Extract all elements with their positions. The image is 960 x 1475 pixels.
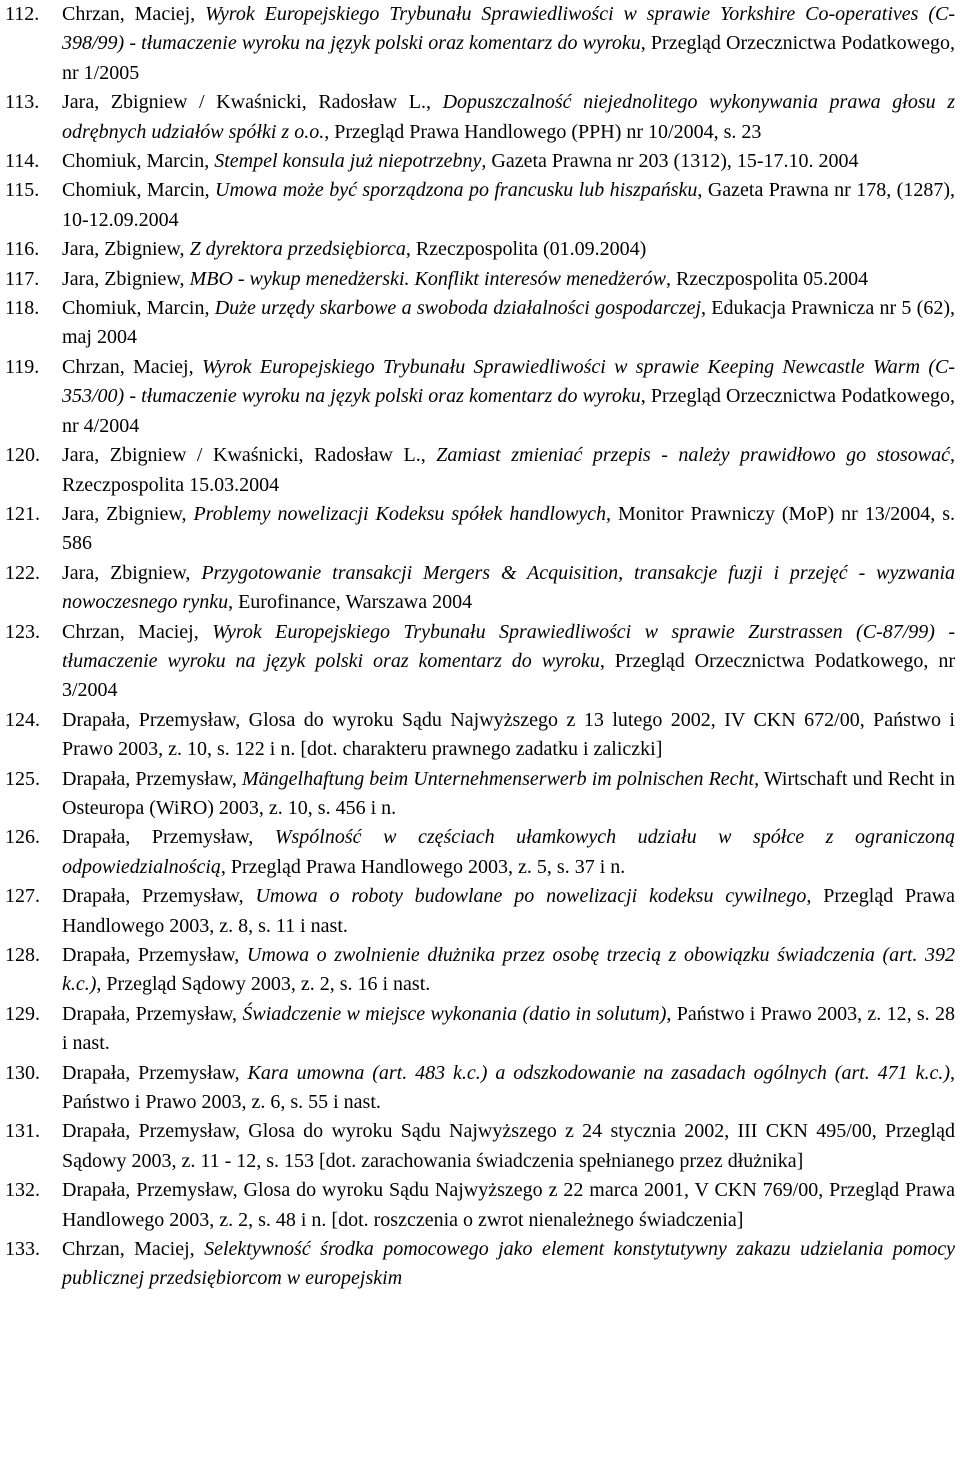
citation-title: Przygotowanie transakcji Mergers & Acquisition, transakcje fuzji i przejęć - wyzwania nowoczesnego rynku [62,561,955,614]
entry-number: 129. [5,1002,40,1025]
citation-title: Duże urzędy skarbowe a swoboda działalności gospodarczej [214,297,702,320]
citation-text: Chomiuk, Marcin, [62,150,215,173]
citation-text: Drapała, Przemysław, [62,826,275,849]
entry-number: 121. [5,502,40,525]
citation-text: , Państwo i Prawo 2003, z. 6, s. 55 i nast. [62,1061,955,1114]
entry-citation [62,500,955,559]
citation-title: Zamiast zmieniać przepis - należy prawidłowo go stosować [436,444,950,467]
citation-title: Stempel konsula już niepotrzebny [214,150,482,173]
citation-title: MBO - wykup menedżerski. Konflikt interesów menedżerów [189,267,666,290]
bibliography-entry [0,1059,955,1118]
citation-title: Świadczenie w miejsce wykonania (datio in solutum) [242,1002,667,1025]
citation-text: , Gazeta Prawna nr 178, (1287), 10-12.09.2004 [62,179,955,231]
citation-title: Umowa o zwolnienie dłużnika przez osobę trzecią z obowiązku świadczenia (art. 392 k.c.) [62,944,956,996]
citation-text: , Eurofinance, Warszawa 2004 [228,591,473,614]
citation-text: Drapała, Przemysław, [62,1002,243,1025]
citation-text: , Wirtschaft und Recht in Osteuropa (WiRO) 2003, z. 10, s. 456 i n. [62,767,956,819]
entry-number: 118. [5,297,40,320]
entry-number: 117. [5,267,40,290]
entry-citation [62,1176,955,1235]
citation-text: Drapała, Przemysław, Glosa do wyroku Sądu Najwyższego z 22 marca 2001, V CKN 769/00, Przegląd Prawa Handlowego 2003, z. 2, s. 48 i n. [dot. roszczenia o zwrot nienależnego świadczenia] [62,1179,955,1231]
entry-citation [62,176,955,235]
citation-text: Jara, Zbigniew, [62,267,190,290]
citation-title: Wyrok Europejskiego Trybunału Sprawiedliwości w sprawie Keeping Newcastle Warm (C-353/00) - tłumaczenie wyroku na język polski oraz komentarz do wyroku [62,355,955,408]
citation-text: Chomiuk, Marcin, [62,179,216,202]
bibliography-entry [0,941,955,1000]
citation-text: , Rzeczpospolita 15.03.2004 [62,444,955,496]
citation-text: , Przegląd Prawa Handlowego (PPH) nr 10/2004, s. 23 [324,120,762,143]
bibliography-entry [0,559,955,618]
entry-citation [62,941,955,1000]
entry-citation [62,88,955,147]
entry-number: 131. [5,1120,40,1143]
entry-citation [62,823,955,882]
entry-citation [62,1059,955,1118]
entry-citation [62,0,955,88]
bibliography-entry [0,618,955,706]
citation-title: Umowa może być sporządzona po francusku lub hiszpańsku [215,179,698,202]
citation-text: Jara, Zbigniew, [62,238,190,261]
citation-text: , Rzeczpospolita 05.2004 [665,267,869,290]
entry-citation [62,706,955,765]
citation-text: Drapała, Przemysław, [62,1061,248,1084]
entry-number: 128. [5,944,40,966]
citation-text: Jara, Zbigniew / Kwaśnicki, Radosław L., [62,91,443,114]
citation-text: Chomiuk, Marcin, [62,297,215,320]
citation-title: Wyrok Europejskiego Trybunału Sprawiedliwości w sprawie Zurstrassen (C-87/99) - tłumaczenie wyroku na język polski oraz komentarz do wyroku [62,620,956,672]
entry-citation [62,765,955,824]
citation-title: Wspólność w częściach ułamkowych udziału w spółce z ograniczoną odpowiedzialnością [62,826,955,878]
citation-text: Jara, Zbigniew, [62,502,194,525]
citation-text: , Gazeta Prawna nr 203 (1312), 15-17.10. 2004 [481,150,859,173]
citation-text: , Edukacja Prawnicza nr 5 (62), maj 2004 [62,297,955,349]
citation-text: , Przegląd Prawa Handlowego 2003, z. 8, s. 11 i nast. [62,885,956,937]
entry-number: 127. [5,885,40,908]
bibliography-entry [0,500,955,559]
bibliography-entry [0,882,955,941]
bibliography-entry [0,706,955,765]
entry-citation [62,147,955,176]
bibliography-entry [0,1176,955,1235]
entry-number: 130. [5,1061,40,1084]
entry-number: 123. [5,620,40,643]
citation-text: Drapała, Przemysław, Glosa do wyroku Sądu Najwyższego z 13 lutego 2002, IV CKN 672/00, Państwo i Prawo 2003, z. 10, s. 122 i n. [dot. charakteru prawnego zadatku i zaliczki] [62,708,955,761]
entry-citation [62,882,955,941]
citation-text: , Przegląd Orzecznictwa Podatkowego, nr 4/2004 [62,385,955,437]
bibliography-entry [0,88,955,147]
entry-number: 126. [5,826,40,849]
citation-text: , Monitor Prawniczy (MoP) nr 13/2004, s. 586 [62,502,955,555]
entry-citation [62,265,955,294]
citation-title: Selektywność środka pomocowego jako element konstytutywny zakazu udzielania pomocy publicznej przedsiębiorcom w europejskim [62,1238,955,1290]
bibliography-entry [0,147,955,176]
citation-text: Chrzan, Maciej, [62,620,213,643]
bibliography-entry [0,823,955,882]
citation-text: , Państwo i Prawo 2003, z. 12, s. 28 i nast. [62,1002,955,1055]
bibliography-entry [0,235,955,264]
entry-number: 115. [5,179,40,202]
bibliography-entry [0,353,955,441]
entry-citation [62,353,955,441]
bibliography-entry [0,1235,955,1294]
bibliography-entry [0,294,955,353]
citation-text: Drapała, Przemysław, [62,944,247,966]
citation-text: Drapała, Przemysław, [62,767,242,790]
citation-text: Chrzan, Maciej, [62,355,202,378]
bibliography-entry [0,265,955,294]
entry-number: 114. [5,150,40,173]
entry-number: 132. [5,1179,40,1202]
entry-citation [62,1000,955,1059]
entry-number: 122. [5,561,40,584]
entry-citation [62,618,955,706]
entry-citation [62,235,955,264]
entry-number: 113. [5,91,40,114]
entry-number: 133. [5,1238,40,1261]
citation-text: Drapała, Przemysław, Glosa do wyroku Sądu Najwyższego z 24 stycznia 2002, III CKN 495/00, Przegląd Sądowy 2003, z. 11 - 12, s. 153 [dot. zarachowania świadczenia spełnianego przez dłużnika] [62,1120,955,1172]
entry-citation [62,1117,955,1176]
entry-number: 119. [5,355,40,378]
citation-title: Kara umowna (art. 483 k.c.) a odszkodowanie na zasadach ogólnych (art. 471 k.c.) [247,1061,950,1084]
bibliography-entry [0,1000,955,1059]
citation-title: Umowa o roboty budowlane po nowelizacji kodeksu cywilnego [255,885,807,908]
bibliography-entry [0,0,955,88]
bibliography-entry [0,176,955,235]
entry-number: 125. [5,767,40,790]
citation-text: Drapała, Przemysław, [62,885,256,908]
citation-title: Dopuszczalność niejednolitego wykonywania prawa głosu z odrębnych udziałów spółki z o.o. [62,91,955,143]
entry-citation [62,559,955,618]
citation-title: Wyrok Europejskiego Trybunału Sprawiedliwości w sprawie Yorkshire Co-operatives (C-398/99) - tłumaczenie wyroku na język polski oraz komentarz do wyroku [62,3,955,55]
entry-number: 120. [5,444,40,467]
entry-citation [62,1235,955,1294]
citation-text: , Przegląd Sądowy 2003, z. 2, s. 16 i nast. [96,973,431,996]
entry-number: 112. [5,3,40,25]
citation-title: Mängelhaftung beim Unternehmenserwerb im polnischen Recht [241,767,755,790]
citation-text: Chrzan, Maciej, [62,1238,205,1261]
entry-number: 124. [5,708,40,731]
citation-text: Chrzan, Maciej, [62,3,206,25]
bibliography-entry [0,1117,955,1176]
entry-number: 116. [5,238,40,261]
citation-title: Z dyrektora przedsiębiorca [189,238,406,261]
citation-text: Jara, Zbigniew, [62,561,202,584]
citation-text: , Przegląd Orzecznictwa Podatkowego, nr 1/2005 [62,32,955,84]
citation-text: , Przegląd Prawa Handlowego 2003, z. 5, s. 37 i n. [220,855,626,878]
citation-title: Problemy nowelizacji Kodeksu spółek handlowych [193,502,607,525]
entry-citation [62,441,955,500]
citation-text: Jara, Zbigniew / Kwaśnicki, Radosław L., [62,444,437,467]
citation-text: , Rzeczpospolita (01.09.2004) [405,238,647,261]
citation-text: , Przegląd Orzecznictwa Podatkowego, nr 3/2004 [62,649,955,702]
bibliography-entry [0,765,955,824]
entry-citation [62,294,955,353]
bibliography-entry [0,441,955,500]
